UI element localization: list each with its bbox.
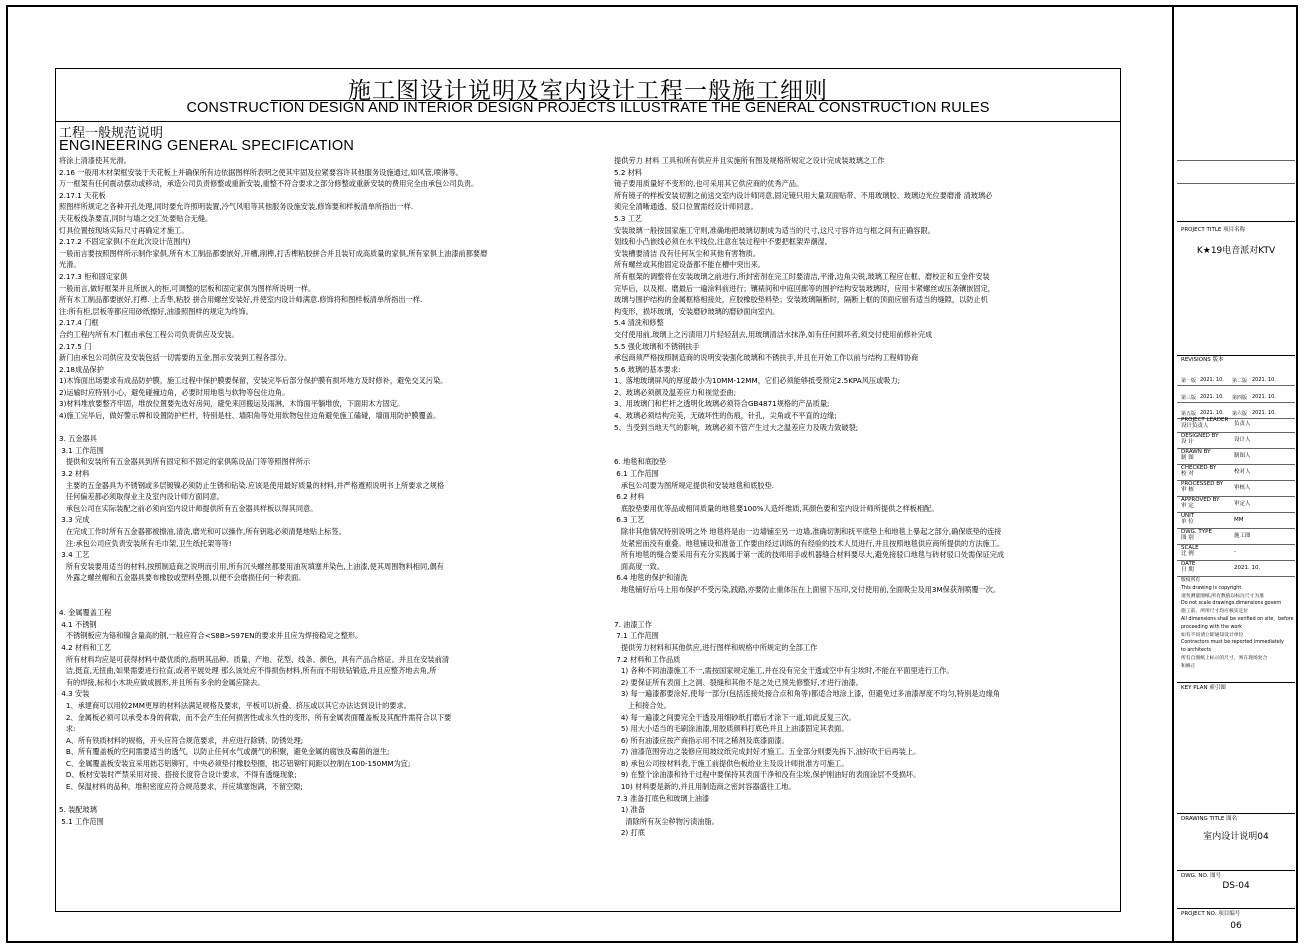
spec-line: 5.1 工作范围 [59,816,104,826]
spec-line: 9) 在整个涂油漆和待干过程中要保持其表面干净和没有尘埃,保护刚油好的表面涂层不受损坏。 [614,770,921,780]
copyright-note: Do not scale drawings.dimensions govern [1181,601,1282,607]
spec-line: B、所有覆盖板的空间需要适当的透气，以防止任何水气或潮气的积聚，避免金属的腐蚀及霉菌的滋生; [59,747,390,757]
sign-off-value: - [1234,549,1236,555]
left-text-column [59,155,604,827]
spec-line: 所有材料均应是可获得材料中最优质的,指明其品种、质量、产地、花型、线条、颜色，具有产品合格证。并且在安装前清 [59,654,450,664]
sign-off-value: 施工图 [1234,533,1251,539]
copyright-note: 所有自图纸上标示的尺寸，须在现场复合 [1181,655,1268,661]
spec-line: 5、当受到当地天气的影响，玻璃必须不管产生过大之温差应力及吸力致破裂; [614,422,859,432]
spec-line: 有的焊接,标和小木块应做成圆形,并且所有多余的金属应除去。 [59,677,265,687]
spec-line: 新门由承包公司供应及安装包括一切需要的五金,图示安装到工程各部分。 [59,353,292,363]
revision-cell: 2021. 10. [1200,377,1224,383]
project-no: 06 [1230,921,1242,931]
sign-off-label: PROJECT LEADER [1181,417,1229,423]
drawing-title-label: DRAWING TITLE 图名 [1181,816,1238,822]
spec-line: 2.17.3 柜和固定家俱 [59,271,128,281]
sign-off-label-cn: 校 对 [1181,471,1194,477]
spec-line: 在完成工作时所有五金器都被擦油,清洗,磨光和可以操作,所有钥匙必须清楚地贴上标签。 [59,527,346,536]
spec-line: 须完全清晰通透、驳口位置需经设计师同意。 [614,202,758,212]
spec-line: 提供劳力 材料 工具和所有供应并且实施所有图及规格所规定之设计完成装玻璃之工作 [614,156,885,165]
spec-line [614,433,1119,445]
spec-line: 2、金属板必须可以承受本身的荷载，而不会产生任何损害性或永久性的变形，所有金属表面覆盖板及其配件需符合以下要 [59,712,452,722]
project-no-label: PROJECT NO. 项目编号 [1181,911,1241,917]
spec-line: 6.4 地毯的保护和清洗 [614,573,688,583]
sign-off-label-cn: 设计负责人 [1181,423,1209,429]
spec-line: 所有木工制品都要嵌好,打榫. 上舌隼,粘胶 拼合用螺丝安装好,并使室内设计师满意.修饰将和图样板清单所指出一样. [59,295,423,305]
copyright-notes [1181,577,1295,671]
sign-off-label-cn: 图 别 [1181,535,1194,541]
spec-line: 7.2 材料和工作品质 [614,654,681,664]
spec-line: 2.17.2 不固定家俱(不在此次设计范围内) [59,237,191,247]
spec-line: 一般而言要按照图样所示制作家俱,所有木工制品都要嵌好,开槽,削榫,打舌榫粘胶拼合并且装钉成高质量的家俱,所有家俱上油漆前都要磨 [59,248,488,258]
revision-rule [1177,402,1295,403]
spec-sheet [55,68,1121,912]
spec-line: 5) 用大小适当的毛刷涂油漆,用胶质颜料打底色并且上油漆固定其表面。 [614,724,849,734]
copyright-note: 和修正 [1181,663,1196,669]
spec-line: 5.4 清洗和修整 [614,318,664,328]
spec-line: 交付使用前,玻璃上之污渍用刀片轻轻刮去,用玻璃清洁水抹净,如有任何损坏者,须交付使用前修补完成 [614,329,933,339]
spec-line: 提供劳力材料和其他供应,进行图样和规格中所规定的全部工作 [614,642,818,652]
sign-off-value: 2021. 10. [1234,565,1261,571]
copyright-note: proceeding with the work [1181,624,1243,630]
spec-line: 1)木饰面出场要求有成品防护膜，施工过程中保护膜要保留，安装完毕后部分保护膜有损坏地方及时修补，避免交叉污染。 [59,376,448,386]
spec-line: 4.1 不锈钢 [59,619,97,629]
spec-line: 2、玻璃必须颜及温差应力和视觉歪曲; [614,387,736,397]
spec-line: 3.3 完成 [59,515,90,525]
spec-line: 5. 装配玻璃 [59,805,97,815]
spec-line: 光滑。 [59,260,81,270]
revision-rule [1177,385,1295,386]
spec-line: E、保温材料的品种，堆积密度应符合规范要求，并应填塞饱满，不留空隙; [59,782,303,792]
copyright-note: All dimensions shall be verified on site，before [1181,616,1294,622]
sign-off-rule [1177,512,1295,513]
revision-cell: 第四版 [1232,395,1248,401]
spec-line: 5.5 强化玻璃和不锈钢扶手 [614,341,700,351]
spec-line: 地毯铺好后马上用布保护不受污染,践踏,亦要防止重体压在上面留下压印,交付使用前,全面吸尘及用3M保获剂喷覆一次。 [614,584,1001,594]
copyright-note: 如有不同请立即通知设计单位 [1181,632,1244,638]
spec-line: 玻璃与围护结构的金属框格相接处，应胶橡胶垫料垫；安装玻璃隔断时，隔断上框的顶面应留有适当的缝隙，以防止机 [614,295,988,305]
sign-off-label-cn: 设 计 [1181,439,1194,445]
spec-line: 除非其他情况特别说明之外 地毯将是由一边墙铺至另一边墙,准确切割和抚平底垫上和地毯上暴起之部分,确保底垫的连接 [614,527,1002,536]
revision-cell: 2021. 10. [1200,410,1224,416]
revision-cell: 第五版 [1181,411,1197,417]
revision-cell: 第三版 [1181,395,1197,401]
spec-line: 提供和安装所有五金器具到所有固定和不固定的家俱陈设品门等等照图样所示 [59,457,311,467]
drawing-title: 室内设计说明04 [1203,832,1269,842]
spec-line: 5.6 玻璃的基本要求: [614,364,681,374]
spec-line: 完毕后，以及框、磨最后一遍涂料前进行；镶裱间和中庭回廊等的围护结构安装玻璃时，应用卡紧螺丝或压条镶嵌固定， [614,283,995,293]
sign-off-value: 审核人 [1234,485,1251,491]
tb-divider [1177,221,1295,222]
spec-line: 6) 所有油漆应按产商指示用不同之稀剂及底漆面漆。 [614,735,789,745]
spec-line: 2.18成品保护 [59,364,104,374]
revision-cell: 第二版 [1232,378,1248,384]
spec-line: 4.3 安装 [59,689,90,699]
spec-line: 2) 要保证所有表面上之洞、裂缝和其他不是之处已预先修整好,才进行油漆。 [614,677,863,687]
sign-off-label-cn: 制 图 [1181,455,1194,461]
spec-line: 镜子要用质量好不变形的,也可采用其它供应商的优秀产品。 [614,179,804,189]
project-title: K★19电音派对KTV [1196,246,1276,256]
spec-line [59,793,604,805]
sign-off-label: DRAWN BY [1181,449,1211,455]
tb-divider [1177,355,1295,356]
spec-line: 构变形，损坏玻璃，安装磨砂玻璃的磨砂面向室内。 [614,306,780,316]
spec-line: 所有螺丝或其他固定设备都不能在槽中突出来。 [614,260,765,270]
dwg-no: DS-04 [1222,881,1250,891]
tb-divider [1177,813,1295,814]
copyright-note: 施工前，所用尺寸均应核实定位 [1181,609,1249,615]
sign-off-label: DATE [1181,561,1196,567]
spec-line: 8) 承包公司按材料表,于施工前提供色板给业主及设计师批准方可施工。 [614,758,849,768]
sign-off-label-cn: 日 期 [1181,567,1194,573]
sign-off-label: UNIT [1181,513,1195,519]
tb-divider [1177,183,1295,184]
header-divider [56,121,1120,122]
title-en: CONSTRUCTION DESIGN AND INTERIOR DESIGN PROJECTS ILLUSTRATE THE GENERAL CONSTRUCTION RULES [186,100,990,116]
tb-divider [1177,908,1295,909]
sign-off-value: 制图人 [1234,453,1251,459]
spec-line: 不锈钢板应为铬和镍含量高的钢,一般应符合<S8B>S97EN的要求并且应为焊接稳定之整形。 [59,631,363,641]
spec-line: C、金属覆盖板安装宜采用拙芯铝铆钉，中央必须垫付橡胶垫圈，拙芯铝铆钉间距以控制在100-150MM为宜; [59,758,411,768]
sign-off-label-cn: 单 位 [1181,519,1194,525]
spec-line: 任何偏差都必须取得业主及室内设计师方面同意。 [59,492,224,502]
revision-cell: 2021. 10. [1252,410,1276,416]
sign-off-label: CHECKED BY [1181,465,1217,471]
revision-cell: 2021. 10. [1200,394,1224,400]
spec-line: 4.2 材料和工艺 [59,642,111,652]
spec-line: 3.1 工作范围 [59,445,104,455]
spec-line [614,607,1119,619]
section-title-en: ENGINEERING GENERAL SPECIFICATION [59,138,355,154]
spec-line: 7) 油漆范围旁边之装修应用坡纹纸完成封好才施工。五金部分则要先拆下,油好吹干后再装上。 [614,747,921,757]
spec-line: 2.17.1 天花板 [59,190,106,200]
spec-line: 3)材料堆放要整齐牢固，堆放位置要先选好房间，避免来回搬运及雨淋，木饰面平躺堆放，下面用木方固定。 [59,399,405,409]
spec-line: 2.17.4 门框 [59,318,99,328]
spec-line: 1) 各种不同油漆施工不一,需按国家规定施工,并在没有完全干透或空中有尘埃时,不能在平面里进行工作。 [614,666,954,676]
right-text-column [614,155,1119,839]
spec-line: 4) 每一遍漆之间要完全干透及用细砂纸打磨后才涂下一道,如此反复三次。 [614,712,856,722]
spec-line: 7.3 准备打底色和玻璃上油漆 [614,793,710,803]
spec-line: 洁,挺直,无扭曲,如果需要进行拉直,或者平展处理 那么该处应不得损伤材料,所有而不用铁钻锻造,并且应整齐地去角,所 [59,666,437,676]
spec-line: 4. 金属覆盖工程 [59,608,112,618]
sign-off-label-cn: 审 定 [1181,503,1194,509]
spec-line: 3、用玻璃门和栏杆之透明化玻璃必须符合GB4871规格的产品质量; [614,399,830,409]
copyright-note: Contractors must be reported immediately [1181,640,1284,646]
spec-line: 求: [59,724,76,734]
spec-line: 6.2 材料 [614,492,645,502]
spec-line: 10) 材料要是新的,并且用制造商之密封容器盛往工地。 [614,782,796,792]
copyright-note: to architects [1181,648,1212,654]
tb-divider [1177,870,1295,871]
copyright-note: This drawing is copyright [1181,585,1242,591]
spec-line: 一般而言,做好框架并且所嵌入的柜,可调整的层板和固定家俱为图样所说明一样。 [59,283,316,293]
spec-line: 7. 油漆工作 [614,619,652,629]
spec-line: 所有地毯的缝合要采用有充分实践属于第一流的技师用手或机器缝合材料要尽大,避免接驳口地毯与砖材驳口处需保证完成 [614,550,1005,560]
revisions-label: REVISIONS 版本 [1181,357,1224,363]
copyright-note: 请勿测量图纸,所有数值以标注尺寸为准 [1181,593,1265,599]
spec-line: 所有框架的调整将在安装玻璃之前进行,所封密剂在完工时要清洁,平滑,边角尖锐,玻璃工程应在框、磨校正和五金件安装 [614,271,990,281]
spec-line: 所有镜子的样板安装切割之前送交室内设计师同意,固定镜只用大量双面贴带、不用玻璃胶、玻璃边光位要磨滑 清玻璃必 [614,190,993,200]
spec-line: 承包商须严格按照制造商的说明安装强化玻璃和不锈扶手,并且在开始工作以前与结构工程师协商 [614,353,919,363]
spec-line: 上和接合处。 [614,700,671,710]
spec-line: D、板材安装时严禁采用对接、搭接长度符合设计要求，不得有透缝现象; [59,770,297,780]
spec-line: 安装槽要清洁 没有任何灰尘和其他有害物质。 [614,248,761,258]
revision-cell: 2021. 10. [1252,394,1276,400]
spec-line: 3.4 工艺 [59,550,90,560]
spec-line: 主要的五金器具为不锈钢或多层镀镍必须防止生锈和钻染.应该是使用最好质量的材料,并严格遵照说明书上所要求之规格 [59,480,445,490]
spec-line: 1) 准备 [614,805,645,815]
sign-off-label-cn: 比 例 [1181,551,1194,557]
spec-line: 将涂上清漆使其光滑。 [59,156,131,165]
spec-line: 5.3 工艺 [614,213,643,223]
key-plan-label: KEY PLAN 索引图 [1181,685,1226,691]
spec-line: 天花板线条要直,同时与墙之交汇处要贴合无缝。 [59,213,213,223]
sign-off-label: APPROVED BY [1181,497,1220,503]
spec-line: 6.3 工艺 [614,515,645,525]
sign-off-value: 设计人 [1234,437,1251,443]
spec-line: 照图样所规定之各种开孔处理,同时要允许照明装置,冷气风咀等其他服务设施安装,修饰要和样板清单所指出一样. [59,202,414,212]
spec-line: 注:承包公司应负责安装所有毛巾架,卫生纸托架等等! [59,538,232,548]
spec-line: 注:所有柜,层板等都应用砂纸擦好,油漆照图样的规定为终饰。 [59,306,253,316]
sign-off-label-cn: 审 核 [1181,487,1194,493]
spec-line: 1、承建商可以用较2MM更厚的材料法满足规格及要求，平板可以折叠、挤压或以其它办法达到设计的要求。 [59,700,411,710]
section-title-cn: 工程一般规范说明 [59,126,164,141]
spec-line: 3) 每一遍漆都要涂好,使每一部分(包括连接处接合点和角等)都适合地涂上漆，但避免过多油漆厚度不均匀,特别是边缘角 [614,689,1001,699]
spec-line: A、所有铁质材料的规格，开头应符合规范要求，并应进行除锈、防锈处理; [59,735,304,745]
spec-line: 6. 地毯和底胶垫 [614,457,667,467]
spec-line: 处紧密而没有重叠。地毯铺设和准备工作要由经过训练的有经验的技术人员进行,并且按照地毯供应商所提供的方法施工。 [614,538,1005,548]
sign-off-value: 校对人 [1234,469,1251,475]
spec-line: 底胶垫要用优等品或相同质量的地毯要100%人造纤维质,其颜色要和室内设计师所提供之样板相配。 [614,503,939,513]
spec-line: 3.2 材料 [59,469,90,479]
spec-line: 4)施工完毕后，做好警示牌和设置防护栏杆，特别是柱、墙阳角等处用软物包住边角避免施工磕碰，墙面用防护膜覆盖。 [59,411,441,421]
spec-line: 面高度一致。 [614,561,664,571]
spec-line [614,596,1119,608]
spec-line [59,422,604,434]
spec-line: 1、落地玻璃屏风的厚度最小为10MM-12MM，它们必须能够抵受预定2.5KPA风压或吸力; [614,376,901,386]
spec-line: 2) 打底 [614,828,645,838]
dwg-no-label: DWG. NO. 图号 [1181,873,1222,879]
spec-line [59,596,604,608]
spec-line: 万一框架有任何震动摆动或移动，承造公司负责修整或重新安装,重整不符合要求之部分修整或重新安装的费用完全由承包公司负责。 [59,179,479,189]
spec-line: 6.1 工作范围 [614,469,659,479]
spec-line: 5.2 材料 [614,167,643,177]
tb-divider [1177,160,1295,161]
spec-line: 3. 五金器具 [59,434,97,444]
spec-line: 2)运输时应特别小心，避免碰撞边角，必要时用地毯与软物等包住边角。 [59,387,290,397]
spec-line: 灯具位置按现场实际尺寸再确定才施工。 [59,225,189,235]
spec-line: 外露之螺丝帽和五金器具要布橡胶或塑料垫圈,以便不会磨损任何一种表面。 [59,573,306,583]
spec-line: 所有安装要用适当的材料,按照制造商之说明而引用,所有沉头螺丝都要用油灰填塞并染色,上油漆,使其周围物料相同,偶有 [59,561,444,571]
sign-off-value: 审定人 [1234,501,1251,507]
project-title-label: PROJECT TITLE 项目名称 [1181,227,1246,233]
spec-line [59,584,604,596]
spec-line: 安装玻璃一般按国家施工守则,准确地把玻璃切割成为适当的尺寸,这尺寸容许边与框之间有正确容限。 [614,225,935,235]
sign-off-value: MM [1234,517,1244,523]
spec-line: 2.17.5 门 [59,341,92,351]
tb-divider [1177,682,1295,683]
spec-line: 承包公司在实际装配之前必须向室内设计师提供所有五金器具样板以得其同意。 [59,503,318,513]
sign-off-label: DWG. TYPE [1181,529,1212,535]
revision-cell: 第六版 [1232,411,1248,417]
title-cn: 施工图设计说明及室内设计工程一般施工细则 [348,78,828,104]
spec-line: 合约工程内所有木门框由承包工程公司负责供应及安装。 [59,329,239,339]
sign-off-label: SCALE [1181,545,1199,551]
spec-line: 7.1 工作范围 [614,631,659,641]
revision-cell: 第一版 [1181,378,1197,384]
spec-line: 2.16 一般用木材架框安装于天花板上并确保所有边依据图样所表明之使其牢固及拉紧要容许其他服务设施通过,如风管,喷淋等。 [59,167,463,177]
title-block [1172,5,1298,943]
spec-line: 承包公司要为图所规定提供和安装地毯和底胶垫. [614,480,775,490]
sign-off-label: PROCESSED BY [1181,481,1224,487]
copyright-note: 版权所有 [1181,578,1201,583]
spec-line: 清除所有灰尘秽物污渍油脂。 [614,816,719,826]
spec-line: 划线和小凸嵌线必须在水平线位,注意在装过程中不要把框架弄潮湿。 [614,237,832,247]
spec-line [614,445,1119,457]
revision-cell: 2021. 10. [1252,377,1276,383]
sign-off-value: 负责人 [1234,421,1251,427]
spec-line: 4、玻璃必须结构完美，无破坏性的伤痕，针孔，尖角或不平直的边缘; [614,411,837,421]
sign-off-label: DESIGNED BY [1181,433,1219,439]
